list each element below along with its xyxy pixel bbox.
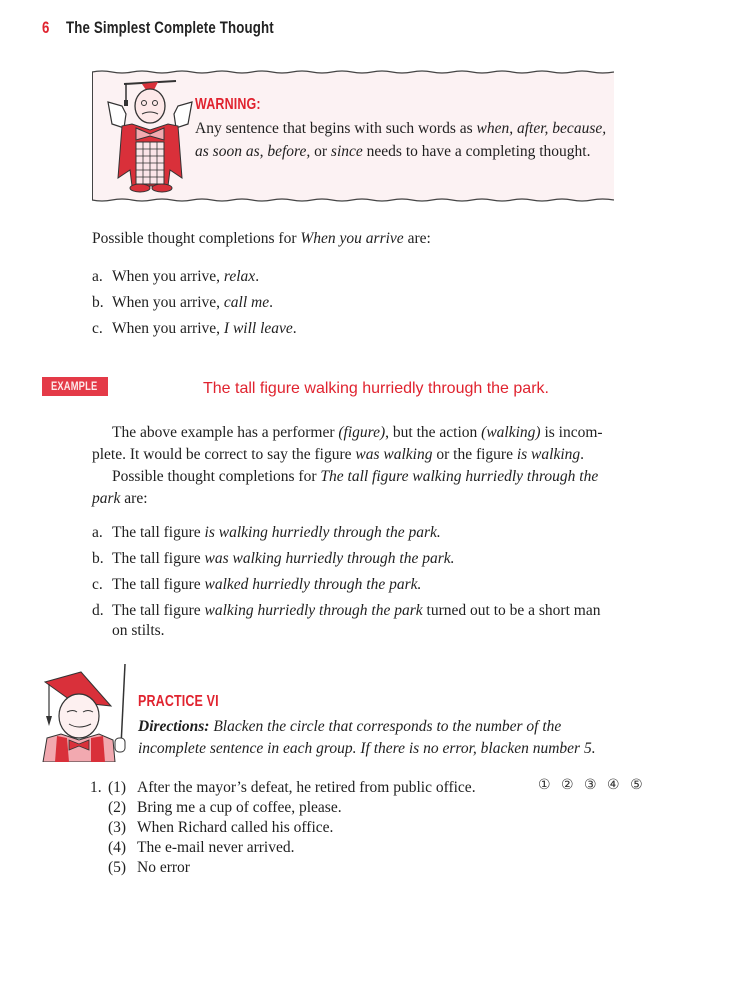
explanation-line-3: Possible thought completions for The tall figure walking hurriedly through the (112, 468, 599, 485)
list-item-continuation: on stilts. (112, 622, 165, 639)
bubble-3[interactable]: ③ (584, 777, 599, 793)
completions-intro: Possible thought completions for When you arrive are: (92, 230, 431, 247)
bubble-1[interactable]: ① (538, 777, 553, 793)
bubble-2[interactable]: ② (561, 777, 576, 793)
list-item: a. When you arrive, relax. (92, 268, 260, 285)
list-item: b. When you arrive, call me. (92, 294, 273, 311)
page-number: 6 (42, 18, 50, 37)
list-item: b. The tall figure was walking hurriedly through the park. (92, 550, 455, 567)
answer-option-5: (5) No error (108, 859, 190, 876)
box-left-border (92, 72, 93, 200)
wavy-border-bottom (92, 197, 614, 203)
question-number: 1. (90, 779, 102, 796)
bubble-4[interactable]: ④ (607, 777, 622, 793)
explanation-line-1: The above example has a performer (figure), but the action (walking) is incom- (112, 424, 603, 441)
answer-bubbles (538, 777, 647, 793)
list-item: c. The tall figure walked hurriedly through the park. (92, 576, 422, 593)
warning-text: Any sentence that begins with such words as when, after, because, as soon as, before, or since needs to have a completing thought. (195, 120, 607, 160)
explanation-line-4: park are: (92, 490, 148, 507)
list-item: d. The tall figure walking hurriedly through the park turned out to be a short man (92, 602, 601, 619)
warning-heading: WARNING: (195, 96, 261, 113)
practice-directions: Directions: Blacken the circle that corresponds to the number of the incomplete sentence in each group. If there is no error, blacken number 5. (138, 718, 596, 757)
warning-box (92, 72, 614, 200)
professor-hands-up-icon (102, 78, 198, 194)
example-sentence: The tall figure walking hurriedly through the park. (203, 380, 549, 397)
wavy-border-top (92, 69, 614, 75)
explanation-line-2: plete. It would be correct to say the figure was walking or the figure is walking. (92, 446, 585, 463)
professor-pointer-icon (33, 662, 133, 762)
answer-option-1: (1) After the mayor’s defeat, he retired from public office. (108, 779, 476, 796)
answer-option-2: (2) Bring me a cup of coffee, please. (108, 799, 342, 816)
answer-option-4: (4) The e-mail never arrived. (108, 839, 295, 856)
page-title: The Simplest Complete Thought (65, 18, 274, 37)
running-header (42, 18, 332, 38)
list-item: a. The tall figure is walking hurriedly through the park. (92, 524, 441, 541)
answer-option-3: (3) When Richard called his office. (108, 819, 334, 836)
practice-heading: PRACTICE VI (138, 693, 219, 710)
list-item: c. When you arrive, I will leave. (92, 320, 297, 337)
bubble-5[interactable]: ⑤ (630, 777, 645, 793)
example-badge: EXAMPLE (42, 377, 108, 396)
